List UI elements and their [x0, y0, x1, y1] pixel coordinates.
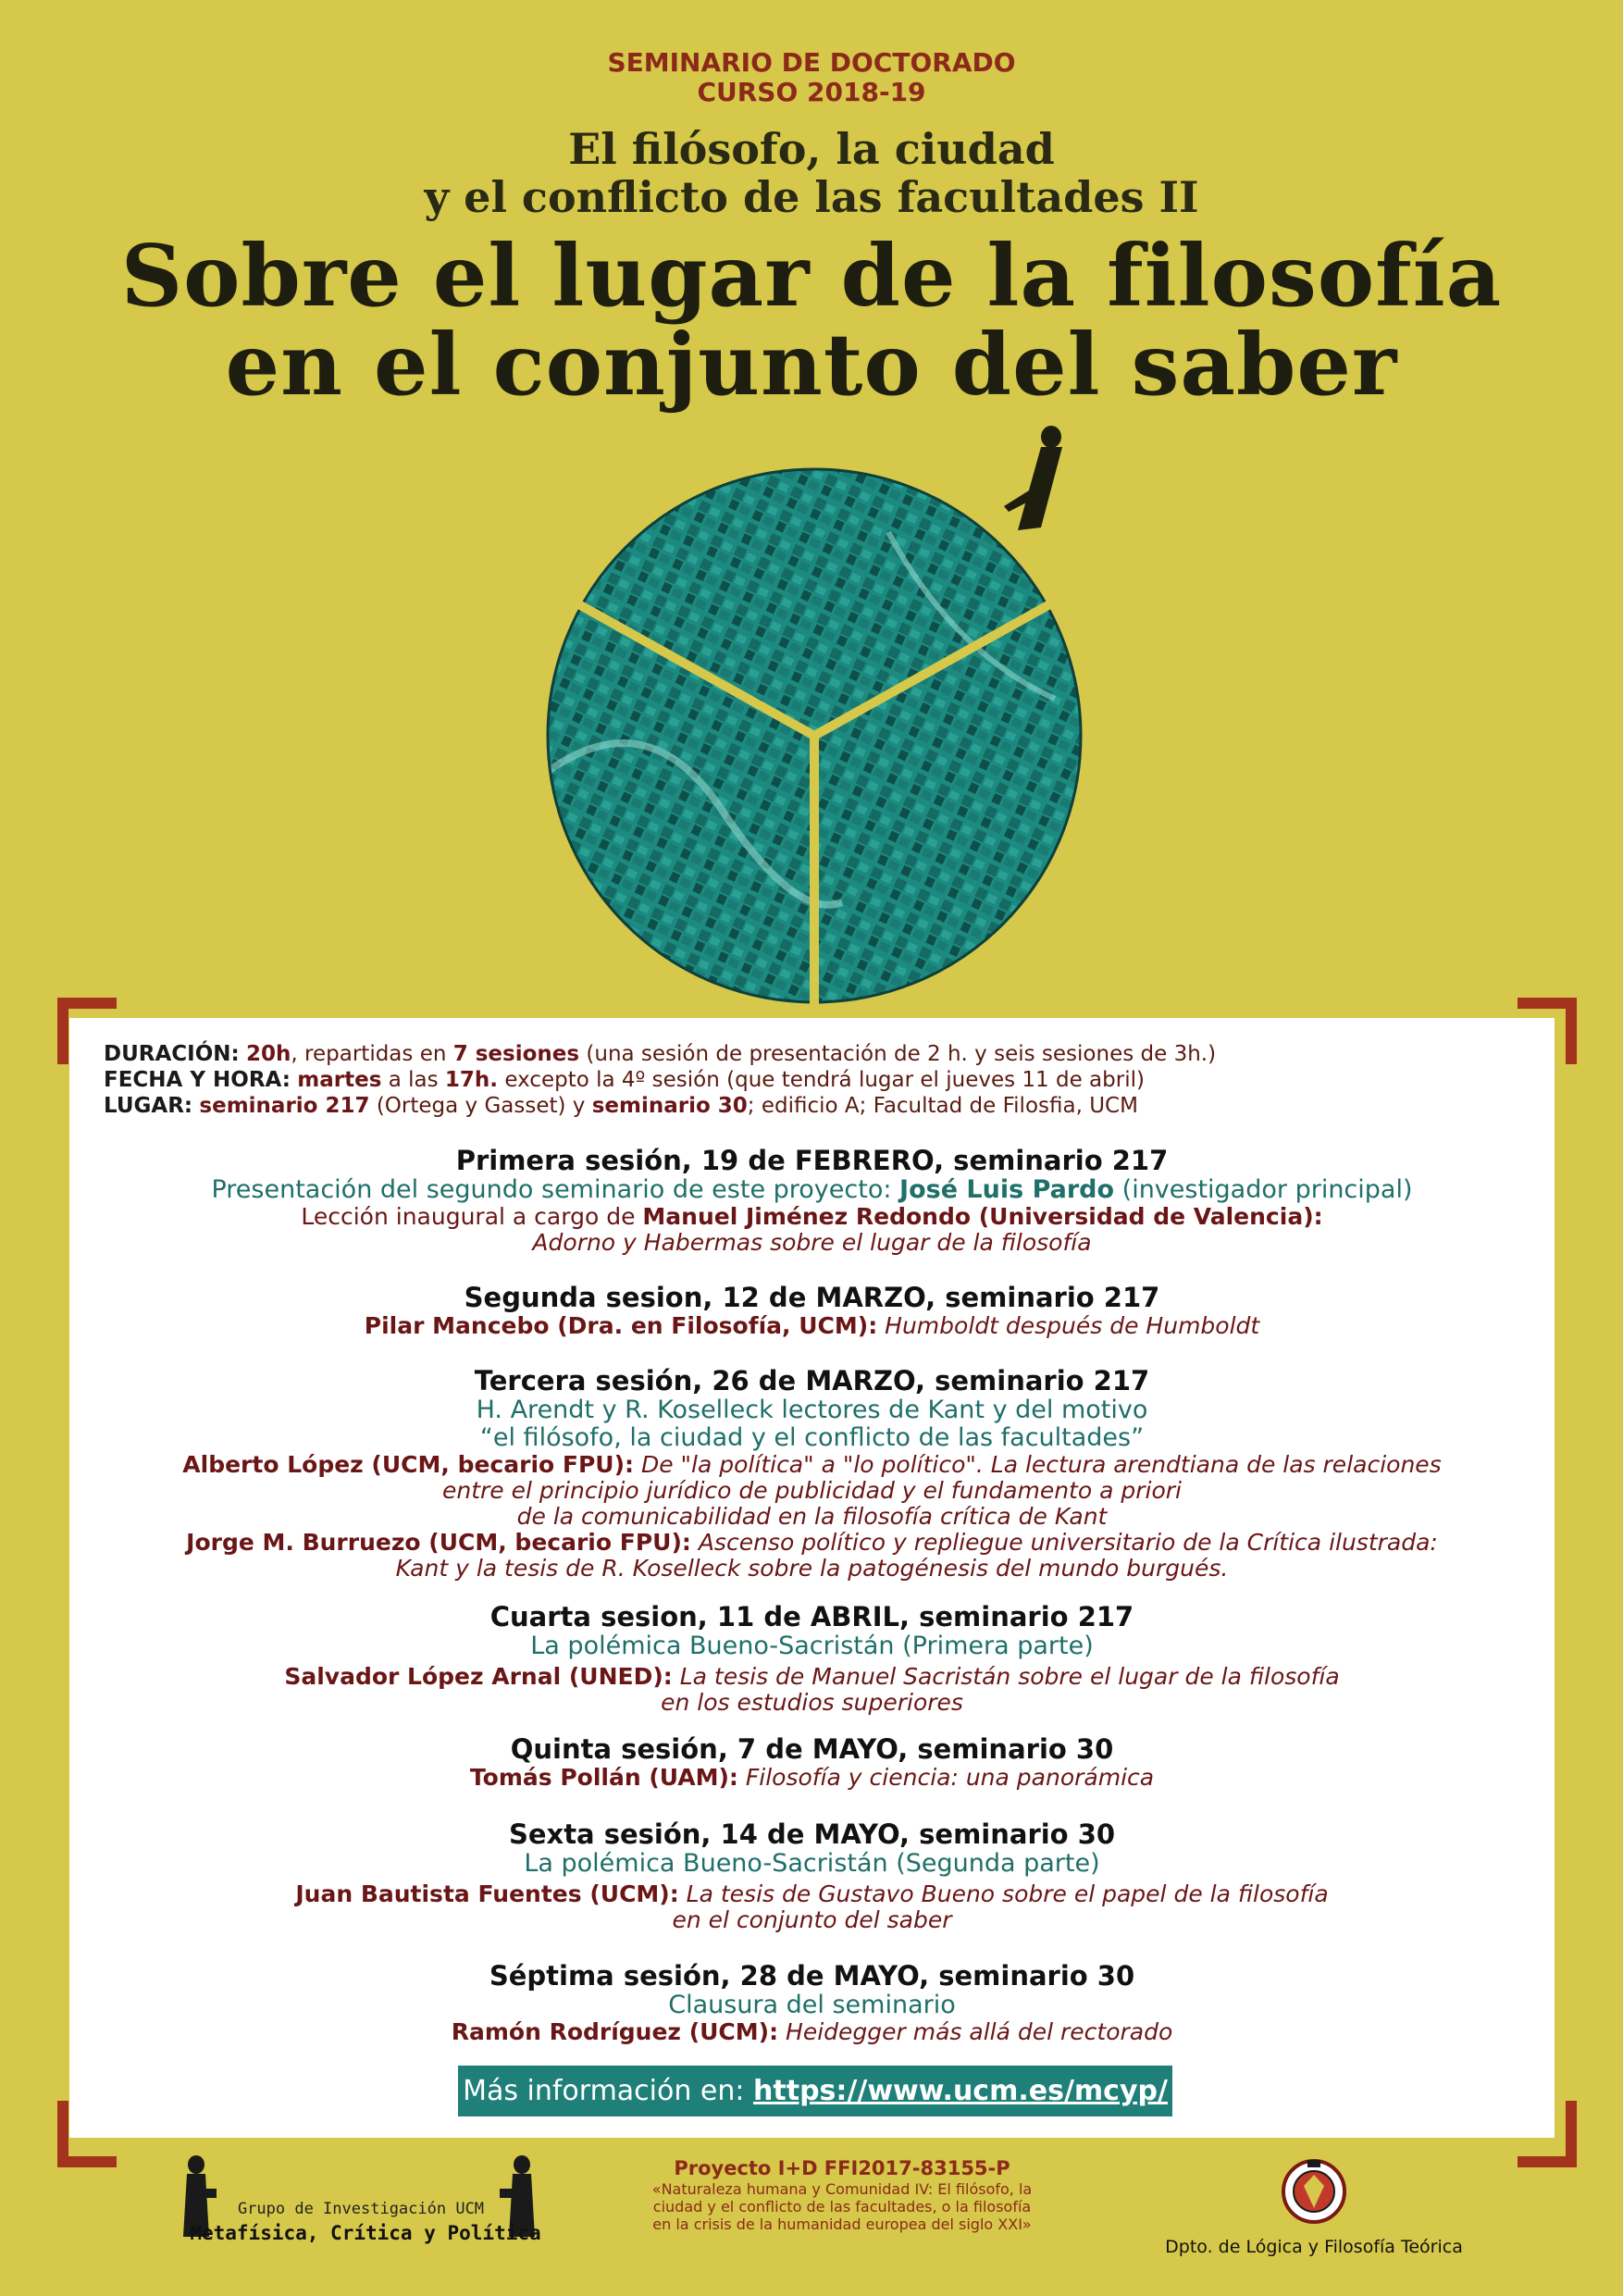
group-line-1: Grupo de Investigación UCM	[237, 2200, 485, 2218]
fecha-line: FECHA Y HORA: martes a las 17h. excepto la 4º sesión (que tendrá lugar el jueves 11 de abril)	[104, 1068, 1145, 1092]
session-heading: Segunda sesion, 12 de MARZO, seminario 217	[464, 1282, 1160, 1313]
title-line-2: en el conjunto del saber	[225, 315, 1398, 415]
title-line-1: Sobre el lugar de la filosofía	[120, 226, 1503, 326]
department	[1147, 2156, 1481, 2257]
seminario-text: SEMINARIO DE DOCTORADO	[607, 47, 1016, 78]
session-6	[69, 1818, 1555, 1933]
session-topic: La polémica Bueno-Sacristán (Primera parte)	[530, 1632, 1094, 1660]
session-heading: Cuarta sesion, 11 de ABRIL, seminario 217	[489, 1601, 1134, 1632]
ucm-seal-icon	[1282, 2156, 1346, 2226]
more-info-link[interactable]: https://www.ucm.es/mcyp/	[753, 2075, 1168, 2107]
group-line-2: Metafísica, Crítica y Política	[190, 2222, 541, 2244]
session-talk: Ramón Rodríguez (UCM): Heidegger más allá del rectorado	[451, 2018, 1173, 2045]
session-3	[69, 1365, 1555, 1582]
session-talk: Salvador López Arnal (UNED): La tesis de Manuel Sacristán sobre el lugar de la filosofía	[284, 1663, 1340, 1690]
session-talk-1-line-3: de la comunicabilidad en la filosofía crítica de Kant	[516, 1503, 1108, 1530]
session-talk-title: Adorno y Habermas sobre el lugar de la filosofía	[532, 1229, 1092, 1256]
seminar-label	[0, 48, 1623, 107]
session-topic: Presentación del segundo seminario de este proyecto: José Luis Pardo (investigador principal)	[211, 1175, 1413, 1204]
lugar-line: LUGAR: seminario 217 (Ortega y Gasset) y seminario 30; edificio A; Facultad de Filosfia, UCM	[104, 1094, 1138, 1118]
session-topic-line-1: H. Arendt y R. Koselleck lectores de Kant y del motivo	[476, 1396, 1148, 1424]
session-1	[69, 1145, 1555, 1256]
subtitle-line-2: y el conflicto de las facultades II	[424, 172, 1199, 222]
project-desc-3: en la crisis de la humanidad europea del siglo XXI»	[652, 2215, 1032, 2233]
session-4	[69, 1601, 1555, 1716]
city-circle-illustration	[537, 421, 1092, 1023]
session-lecture: Lección inaugural a cargo de Manuel Jiménez Redondo (Universidad de Valencia):	[301, 1203, 1323, 1230]
session-talk-line-2: en los estudios superiores	[661, 1689, 963, 1716]
session-talk: Pilar Mancebo (Dra. en Filosofía, UCM): Humboldt después de Humboldt	[364, 1312, 1260, 1339]
session-heading: Primera sesión, 19 de FEBRERO, seminario 217	[455, 1145, 1169, 1176]
corner-bottom-right	[1518, 2101, 1577, 2167]
corner-bottom-left	[57, 2101, 117, 2167]
session-topic-line-2: “el filósofo, la ciudad y el conflicto de las facultades”	[479, 1423, 1145, 1452]
session-talk-1: Alberto López (UCM, becario FPU): De "la política" a "lo político". La lectura arendtiana de las relaciones	[182, 1451, 1442, 1478]
session-7	[69, 1960, 1555, 2045]
curso-text: CURSO 2018-19	[697, 77, 926, 107]
duracion-line: DURACIÓN: 20h, repartidas en 7 sesiones (una sesión de presentación de 2 h. y seis sesiones de 3h.)	[104, 1042, 1217, 1066]
session-heading: Quinta sesión, 7 de MAYO, seminario 30	[510, 1733, 1114, 1765]
session-talk-1-line-2: entre el principio jurídico de publicidad y el fundamento a priori	[442, 1477, 1182, 1504]
more-info-label: Más información en:	[463, 2075, 745, 2107]
session-heading: Tercera sesión, 26 de MARZO, seminario 217	[474, 1365, 1150, 1396]
project-code: Proyecto I+D FFI2017-83155-P	[674, 2157, 1010, 2179]
session-talk: Juan Bautista Fuentes (UCM): La tesis de Gustavo Bueno sobre el papel de la filosofía	[295, 1880, 1329, 1907]
session-talk-2: Jorge M. Burruezo (UCM, becario FPU): Ascenso político y repliegue universitario de la Crítica ilustrada:	[186, 1529, 1438, 1556]
dept-name: Dpto. de Lógica y Filosofía Teórica	[1165, 2237, 1463, 2257]
research-group	[176, 2152, 564, 2257]
session-heading: Sexta sesión, 14 de MAYO, seminario 30	[508, 1818, 1116, 1850]
session-5	[69, 1733, 1555, 1791]
more-info-banner	[458, 2066, 1172, 2116]
session-talk: Tomás Pollán (UAM): Filosofía y ciencia: una panorámica	[469, 1764, 1155, 1791]
session-talk-line-2: en el conjunto del saber	[672, 1906, 952, 1933]
session-2	[69, 1282, 1555, 1339]
philosopher-figure	[1004, 426, 1062, 530]
subtitle	[0, 125, 1623, 221]
session-topic: La polémica Bueno-Sacristán (Segunda parte)	[524, 1849, 1100, 1878]
session-talk-2-line-2: Kant y la tesis de R. Koselleck sobre la patogénesis del mundo burgués.	[395, 1555, 1229, 1582]
subtitle-line-1: El filósofo, la ciudad	[568, 124, 1055, 174]
project-desc-1: «Naturaleza humana y Comunidad IV: El filósofo, la	[651, 2180, 1033, 2198]
seminar-info	[104, 1041, 1529, 1119]
session-heading: Séptima sesión, 28 de MAYO, seminario 30	[489, 1960, 1135, 1992]
session-topic: Clausura del seminario	[668, 1991, 956, 2019]
page-title	[0, 226, 1623, 415]
project-desc-2: ciudad y el conflicto de las facultades, o la filosofía	[652, 2198, 1032, 2215]
project-info	[601, 2156, 1083, 2233]
